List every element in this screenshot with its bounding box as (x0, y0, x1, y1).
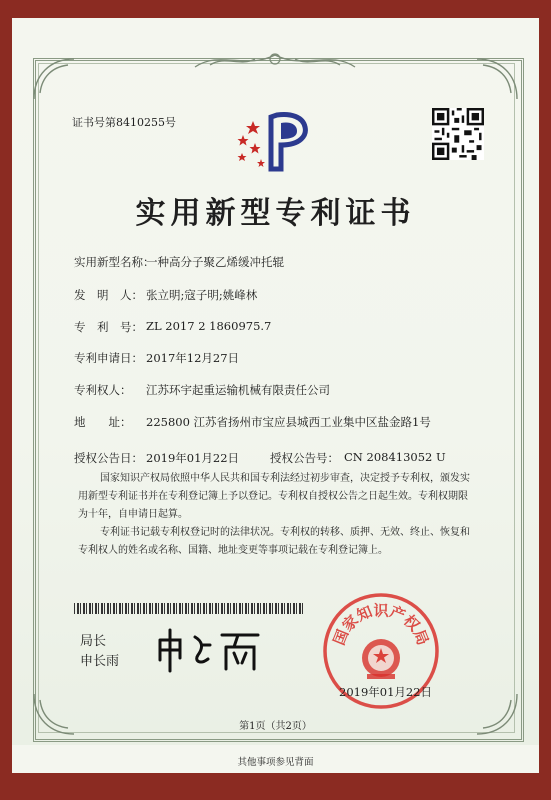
director-title: 局长 (80, 634, 107, 649)
legal-status-paragraph: 专利证书记载专利权登记时的法律状况。专利权的转移、质押、无效、终止、恢复和专利权人的姓名或名称、国籍、地址变更等事项记载在专利登记簿上。 (78, 527, 470, 556)
certificate-title: 实用新型专利证书 (135, 196, 416, 231)
top-ornament-icon (190, 45, 360, 75)
grant-date-value: 2019年01月22日 (146, 451, 240, 465)
barcode (74, 603, 304, 614)
seal-date: 2019年01月22日 (339, 685, 433, 699)
field-label: 专利申请日： (74, 351, 143, 365)
field-value: 一种高分子聚乙烯缓冲托辊 (146, 255, 284, 269)
cnipa-logo-icon (233, 105, 311, 173)
grant-number-value: CN 208413052 U (344, 450, 446, 464)
grant-statement-paragraph: 国家知识产权局依照中华人民共和国专利法经过初步审查，决定授予专利权，颁发实用新型专利证书并在专利登记簿上予以登记。专利权自授权公告之日起生效。专利权期限为十年，自申请日起算。 (78, 473, 470, 520)
page-info: 第1页（共2页） (239, 721, 312, 732)
field-value: 张立明;寇子明;姚峰林 (146, 288, 258, 302)
director-signature (150, 625, 265, 675)
field-label: 专利权人： (74, 383, 132, 397)
field-label: 发 明 人： (74, 288, 143, 302)
field-value: 江苏环宇起重运输机械有限责任公司 (146, 383, 330, 397)
field-label: 专 利 号： (74, 320, 143, 334)
grant-number-label: 授权公告号： (270, 451, 339, 465)
field-value: 225800 江苏省扬州市宝应县城西工业集中区盐金路1号 (146, 415, 431, 429)
qr-code-icon (432, 108, 484, 160)
seal-text: 国家知识产权局 (329, 601, 433, 648)
field-value: ZL 2017 2 1860975.7 (146, 319, 272, 333)
field-label: 实用新型名称： (74, 255, 155, 269)
director-name: 申长雨 (80, 654, 120, 669)
certificate-number: 证书号第8410255号 (72, 116, 176, 129)
corner-ornament-icon (473, 55, 521, 103)
footer-note: 其他事项参见背面 (237, 757, 314, 768)
grant-date-label: 授权公告日： (74, 451, 143, 465)
field-value: 2017年12月27日 (146, 351, 240, 365)
field-label: 地 址： (74, 415, 132, 429)
corner-ornament-icon (30, 55, 78, 103)
